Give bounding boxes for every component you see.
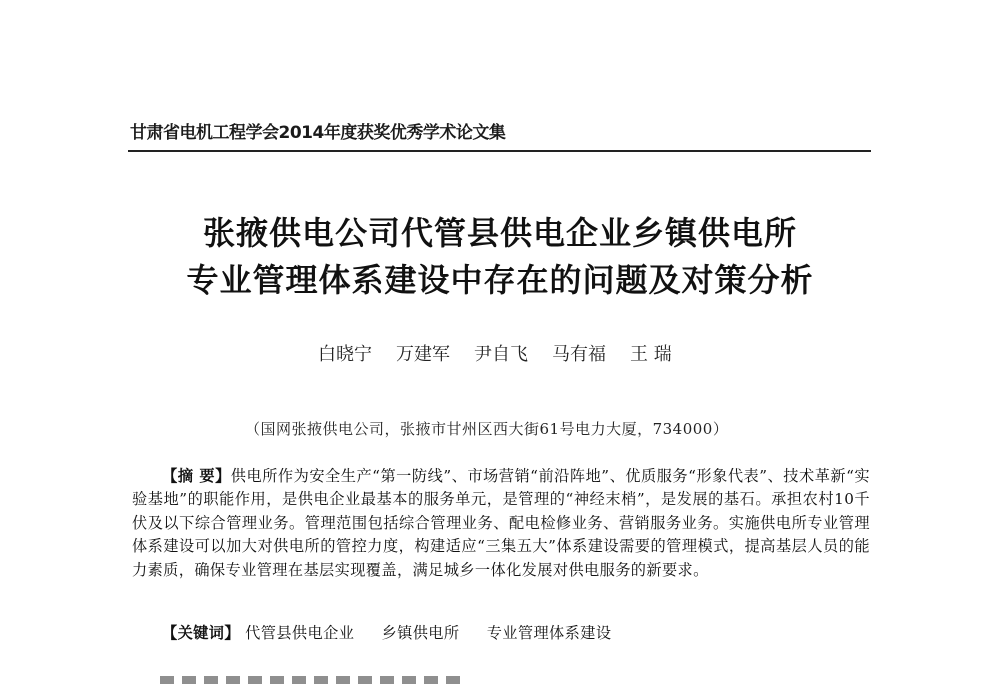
keyword: 乡镇供电所 [381, 624, 460, 642]
author: 尹自飞 [474, 344, 528, 365]
paper-title-line-1: 张掖供电公司代管县供电企业乡镇供电所 [202, 214, 797, 252]
author-list [318, 340, 672, 366]
keywords [162, 622, 633, 643]
proceedings-header: 甘肃省电机工程学会2014年度获奖优秀学术论文集 [130, 123, 506, 143]
abstract-text: 供电所作为安全生产“第一防线”、市场营销“前沿阵地”、优质服务“形象代表”、技术革新“实验基地”的职能作用，是供电企业最基本的服务单元，是管理的“神经末梢”，是发展的基石。承担农村10千伏及以下综合管理业务。管理范围包括综合管理业务、配电检修业务、营销服务业务。实施供电所专业管理体系建设可以加大对供电所的管控力度，构建适应“三集五大”体系建设需要的管理模式，提高基层人员的能力素质，确保专业管理在基层实现覆盖，满足城乡一体化发展对供电服务的新要求。 [132, 467, 870, 579]
keywords-label: 【关键词】 [162, 624, 240, 642]
abstract-label: 【摘 要】 [162, 467, 231, 485]
author: 马有福 [552, 344, 606, 365]
keyword: 专业管理体系建设 [486, 624, 612, 642]
author: 白晓宁 [318, 344, 372, 365]
author: 万建军 [396, 344, 450, 365]
truncated-next-line [160, 676, 460, 684]
header-rule [128, 150, 871, 152]
abstract [132, 465, 870, 582]
affiliation: （国网张掖供电公司，张掖市甘州区西大街61号电力大厦，734000） [245, 420, 729, 438]
keyword: 代管县供电企业 [245, 624, 355, 642]
author: 王 瑞 [630, 344, 672, 365]
paper-title-line-2: 专业管理体系建设中存在的问题及对策分析 [186, 261, 814, 299]
